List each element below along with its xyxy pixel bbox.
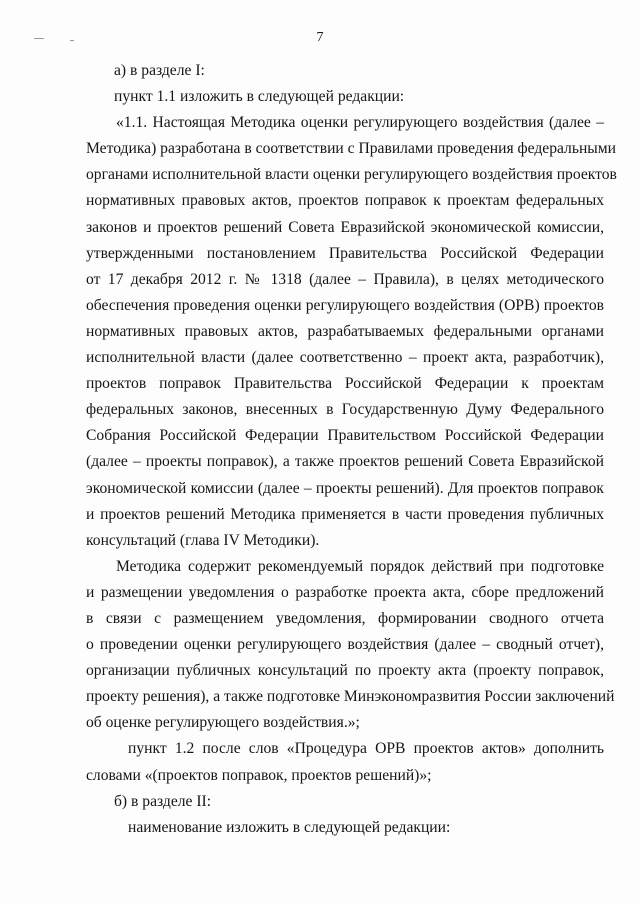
text-line: наименование изложить в следующей редакции: (128, 818, 451, 836)
text-line: о проведении оценки регулирующего воздействия (далее – сводный отчет), (86, 636, 604, 654)
text-line: в связи с размещением уведомления, формировании сводного отчета (86, 609, 604, 627)
text-line: и размещении уведомления о разработке проекта акта, сборе предложений (86, 583, 604, 601)
text-line: обеспечения проведения оценки регулирующего воздействия (ОРВ) проектов (86, 296, 604, 314)
text-line: Методика содержит рекомендуемый порядок действий при подготовке (116, 557, 604, 575)
text-line: (далее – проекты поправок), а также проектов решений Совета Евразийской (86, 453, 604, 471)
text-line: проекту решения), а также подготовке Минэкономразвития России заключений (86, 688, 615, 706)
text-line: б) в разделе II: (114, 792, 212, 810)
text-line: нормативных правовых актов, разрабатываемых федеральными органами (86, 322, 604, 340)
text-line: пункт 1.1 изложить в следующей редакции: (114, 88, 405, 106)
text-line: пункт 1.2 после слов «Процедура ОРВ проектов актов» дополнить (128, 740, 604, 758)
text-line: «1.1. Настоящая Методика оценки регулирующего воздействия (далее – (116, 114, 604, 132)
text-line: от 17 декабря 2012 г. № 1318 (далее – Правила), в целях методического (86, 270, 604, 288)
text-line: консультаций (глава IV Методики). (86, 531, 320, 549)
text-line: утвержденными постановлением Правительства Российской Федерации (86, 244, 604, 262)
text-line: экономической комиссии (далее – проекты решений). Для проектов поправок (86, 479, 604, 497)
text-line: нормативных правовых актов, проектов поправок к проектам федеральных (86, 192, 604, 210)
text-line: об оценке регулирующего воздействия.»; (86, 714, 360, 732)
text-line: организации публичных консультаций по проекту акта (проекту поправок, (86, 662, 604, 680)
text-line: проектов поправок Правительства Российской Федерации к проектам (86, 375, 604, 393)
text-line: словами «(проектов поправок, проектов решений)»; (86, 766, 432, 784)
document-body (86, 58, 617, 841)
text-line: а) в разделе I: (114, 62, 205, 79)
text-line: федеральных законов, внесенных в Государственную Думу Федерального (86, 401, 604, 419)
text-line: и проектов решений Методика применяется в части проведения публичных (86, 505, 604, 523)
text-line: органами исполнительной власти оценки регулирующего воздействия проектов (86, 166, 617, 184)
text-line: Методика) разработана в соответствии с Правилами проведения федеральными (86, 140, 616, 158)
page-number: 7 (316, 30, 324, 45)
text-line: исполнительной власти (далее соответственно – проект акта, разработчик), (86, 349, 604, 367)
text-line: Собрания Российской Федерации Правительством Российской Федерации (86, 427, 604, 445)
text-line: законов и проектов решений Совета Евразийской экономической комиссии, (86, 218, 604, 236)
